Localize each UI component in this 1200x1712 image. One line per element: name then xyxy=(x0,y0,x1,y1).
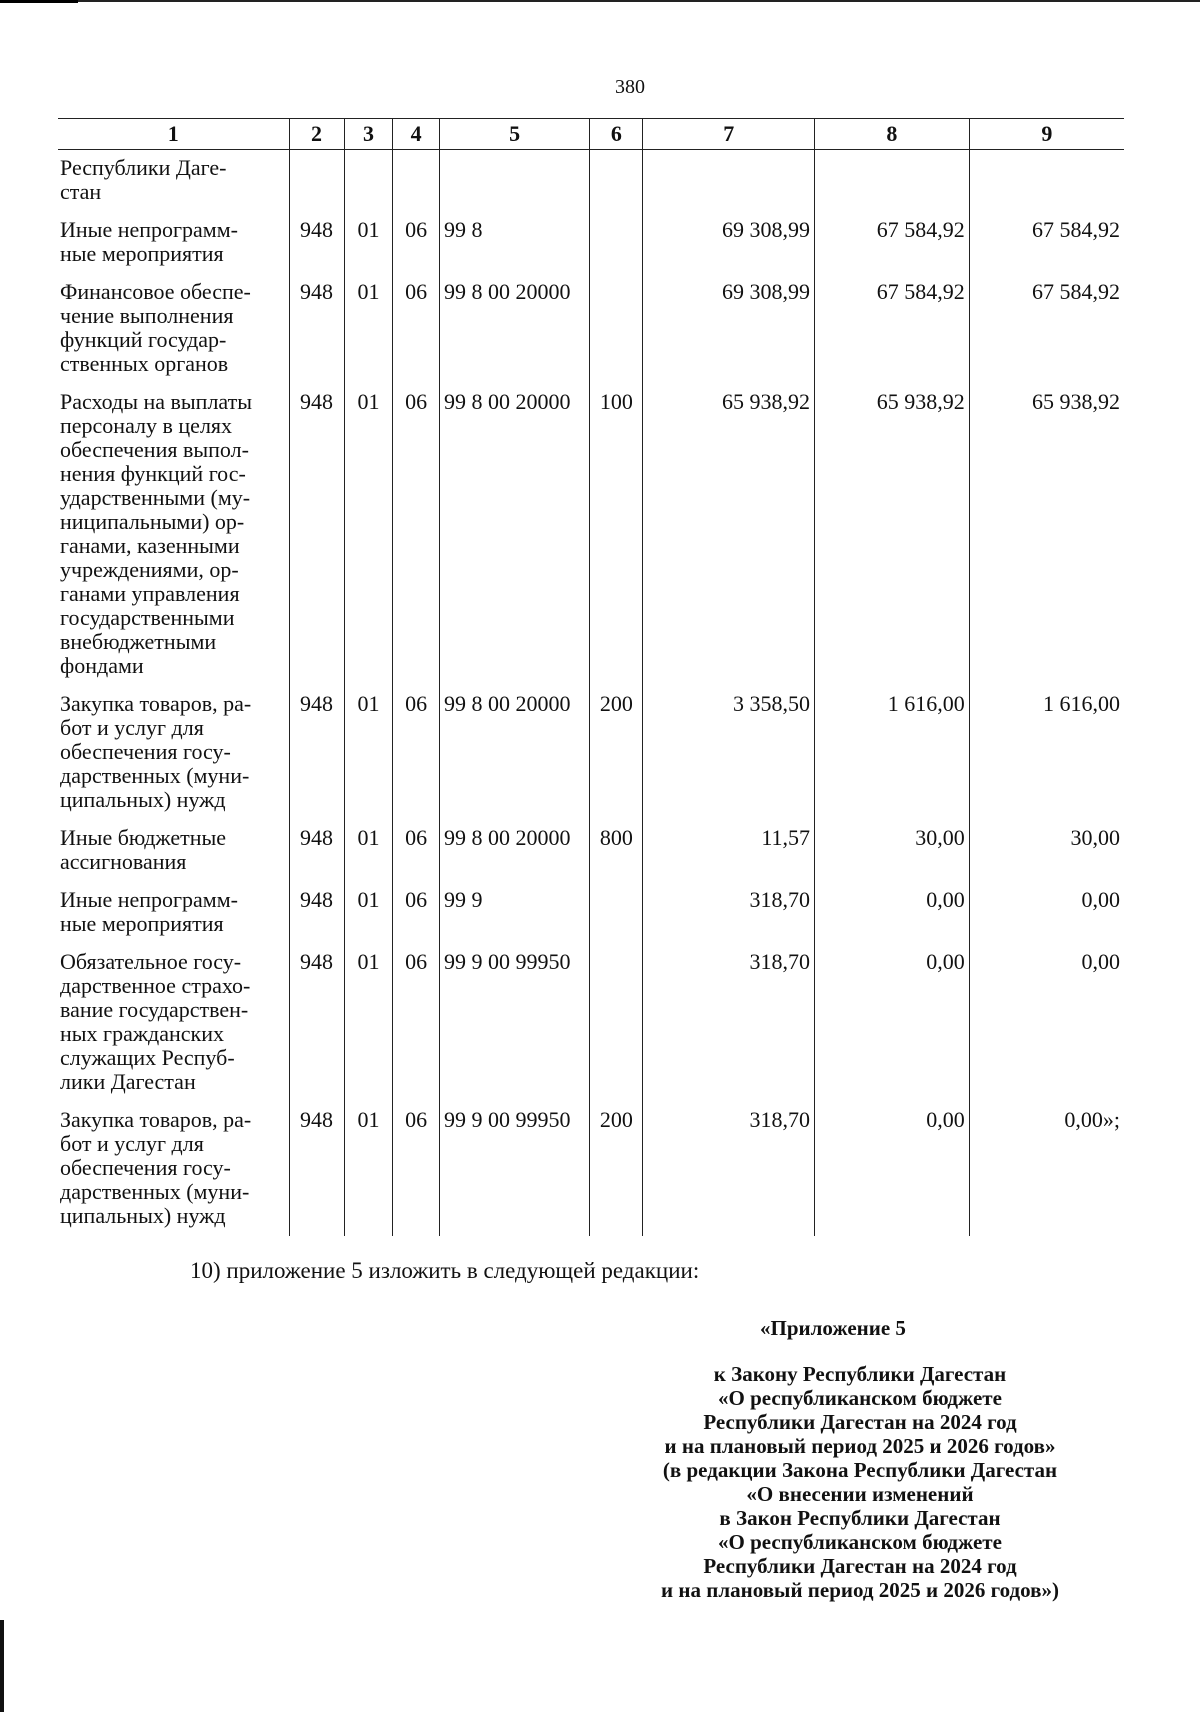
row-col-8: 1 616,00 xyxy=(815,686,970,820)
row-col-4: 06 xyxy=(393,944,440,1102)
row-col-5: 99 8 00 20000 xyxy=(439,820,589,882)
row-col-8: 65 938,92 xyxy=(815,384,970,686)
header-col-7: 7 xyxy=(643,119,815,150)
row-col-6 xyxy=(590,944,643,1102)
appendix-line: и на плановый период 2025 и 2026 годов») xyxy=(661,1578,1059,1602)
row-col-8: 0,00 xyxy=(815,1102,970,1236)
table-row xyxy=(58,212,1124,274)
row-col-5: 99 9 00 99950 xyxy=(439,944,589,1102)
row-col-3: 01 xyxy=(344,1102,393,1236)
row-col-8: 30,00 xyxy=(815,820,970,882)
row-col-7: 69 308,99 xyxy=(643,274,815,384)
top-border-mark xyxy=(0,0,78,3)
row-col-6: 200 xyxy=(590,686,643,820)
row-col-7: 318,70 xyxy=(643,1102,815,1236)
appendix-lines xyxy=(600,1362,1120,1602)
row-name: Обязательное госу- дарственное страхо- вание государствен- ных гражданских служащих Респуб- лики Дагестан xyxy=(60,949,251,1094)
row-col-2: 948 xyxy=(289,212,344,274)
row-name: Иные непрограмм- ные мероприятия xyxy=(60,887,238,936)
row-col-7: 11,57 xyxy=(643,820,815,882)
appendix-line: в Закон Республики Дагестан xyxy=(719,1506,1001,1530)
row-col-3: 01 xyxy=(344,882,393,944)
header-col-4: 4 xyxy=(393,119,440,150)
row-name: Иные бюджетные ассигнования xyxy=(60,825,227,874)
row-col-5 xyxy=(439,150,589,213)
header-col-6: 6 xyxy=(590,119,643,150)
row-name: Республики Даге- стан xyxy=(60,155,227,204)
appendix-line: Республики Дагестан на 2024 год xyxy=(703,1410,1017,1434)
row-col-6 xyxy=(590,212,643,274)
margin-mark xyxy=(0,1620,4,1712)
appendix-line: к Закону Республики Дагестан xyxy=(713,1362,1007,1386)
top-border-line xyxy=(0,0,1200,2)
row-col-9: 65 938,92 xyxy=(969,384,1124,686)
row-col-2: 948 xyxy=(289,1102,344,1236)
row-col-5: 99 8 00 20000 xyxy=(439,384,589,686)
appendix-line: (в редакции Закона Республики Дагестан xyxy=(662,1458,1058,1482)
row-col-5: 99 9 xyxy=(439,882,589,944)
row-col-2: 948 xyxy=(289,274,344,384)
row-col-6 xyxy=(590,274,643,384)
row-col-9: 67 584,92 xyxy=(969,274,1124,384)
table-row xyxy=(58,944,1124,1102)
row-col-4: 06 xyxy=(393,384,440,686)
table-row xyxy=(58,274,1124,384)
row-name: Закупка товаров, ра- бот и услуг для обеспечения госу- дарственных (муни- ципальных) нужд xyxy=(60,1107,252,1228)
row-col-2: 948 xyxy=(289,384,344,686)
row-col-7: 318,70 xyxy=(643,944,815,1102)
row-col-9: 30,00 xyxy=(969,820,1124,882)
row-col-6: 100 xyxy=(590,384,643,686)
row-col-9 xyxy=(969,150,1124,213)
row-col-8 xyxy=(815,150,970,213)
header-col-5: 5 xyxy=(439,119,589,150)
table-row xyxy=(58,1102,1124,1236)
row-col-4: 06 xyxy=(393,274,440,384)
table-row xyxy=(58,686,1124,820)
page-number: 380 xyxy=(615,76,645,98)
row-col-4: 06 xyxy=(393,1102,440,1236)
row-col-9: 0,00»; xyxy=(969,1102,1124,1236)
appendix-line: «О республиканском бюджете xyxy=(718,1530,1002,1554)
table-row xyxy=(58,150,1124,213)
appendix-line: Республики Дагестан на 2024 год xyxy=(703,1554,1017,1578)
row-col-5: 99 8 xyxy=(439,212,589,274)
row-col-3: 01 xyxy=(344,820,393,882)
header-col-2: 2 xyxy=(289,119,344,150)
row-col-6: 200 xyxy=(590,1102,643,1236)
row-col-2 xyxy=(289,150,344,213)
row-col-9: 1 616,00 xyxy=(969,686,1124,820)
row-col-6 xyxy=(590,882,643,944)
row-name: Иные непрограмм- ные мероприятия xyxy=(60,217,238,266)
row-col-3: 01 xyxy=(344,212,393,274)
row-col-7: 65 938,92 xyxy=(643,384,815,686)
appendix-heading: «Приложение 5 xyxy=(760,1316,906,1340)
header-col-9: 9 xyxy=(969,119,1124,150)
row-col-8: 0,00 xyxy=(815,944,970,1102)
row-col-2: 948 xyxy=(289,944,344,1102)
row-col-5: 99 8 00 20000 xyxy=(439,686,589,820)
row-col-2: 948 xyxy=(289,820,344,882)
appendix-line: и на плановый период 2025 и 2026 годов» xyxy=(664,1434,1056,1458)
header-col-8: 8 xyxy=(815,119,970,150)
table-row xyxy=(58,820,1124,882)
appendix-line: «О внесении изменений xyxy=(746,1482,974,1506)
row-name: Финансовое обеспе- чение выполнения функций государ- ственных органов xyxy=(60,279,251,376)
table-header-row xyxy=(58,119,1124,150)
budget-table xyxy=(58,118,1124,1236)
row-col-3 xyxy=(344,150,393,213)
appendix-header-block xyxy=(600,1316,1120,1602)
row-col-8: 0,00 xyxy=(815,882,970,944)
row-col-3: 01 xyxy=(344,686,393,820)
row-col-5: 99 9 00 99950 xyxy=(439,1102,589,1236)
row-col-4 xyxy=(393,150,440,213)
row-col-6 xyxy=(590,150,643,213)
table-row xyxy=(58,882,1124,944)
row-col-9: 67 584,92 xyxy=(969,212,1124,274)
row-col-4: 06 xyxy=(393,882,440,944)
row-col-9: 0,00 xyxy=(969,882,1124,944)
table-row xyxy=(58,384,1124,686)
row-col-2: 948 xyxy=(289,882,344,944)
row-col-7 xyxy=(643,150,815,213)
table-body xyxy=(58,150,1124,1237)
row-col-6: 800 xyxy=(590,820,643,882)
row-col-4: 06 xyxy=(393,686,440,820)
row-col-3: 01 xyxy=(344,944,393,1102)
appendix-line: «О республиканском бюджете xyxy=(718,1386,1002,1410)
row-col-7: 3 358,50 xyxy=(643,686,815,820)
header-col-1: 1 xyxy=(58,119,289,150)
row-col-5: 99 8 00 20000 xyxy=(439,274,589,384)
row-col-4: 06 xyxy=(393,820,440,882)
row-col-8: 67 584,92 xyxy=(815,274,970,384)
row-col-7: 318,70 xyxy=(643,882,815,944)
row-col-8: 67 584,92 xyxy=(815,212,970,274)
amendment-paragraph: 10) приложение 5 изложить в следующей редакции: xyxy=(190,1258,700,1283)
row-col-3: 01 xyxy=(344,384,393,686)
row-col-2: 948 xyxy=(289,686,344,820)
row-name: Закупка товаров, ра- бот и услуг для обеспечения госу- дарственных (муни- ципальных) нужд xyxy=(60,691,252,812)
row-col-9: 0,00 xyxy=(969,944,1124,1102)
row-col-7: 69 308,99 xyxy=(643,212,815,274)
row-col-3: 01 xyxy=(344,274,393,384)
row-name: Расходы на выплаты персоналу в целях обеспечения выпол- нения функций гос- ударственными (му- ниципальными) ор- ганами, казенными учреждениями, ор- ганами управления государственными внебюджетными фондами xyxy=(60,389,253,678)
header-col-3: 3 xyxy=(344,119,393,150)
row-col-4: 06 xyxy=(393,212,440,274)
